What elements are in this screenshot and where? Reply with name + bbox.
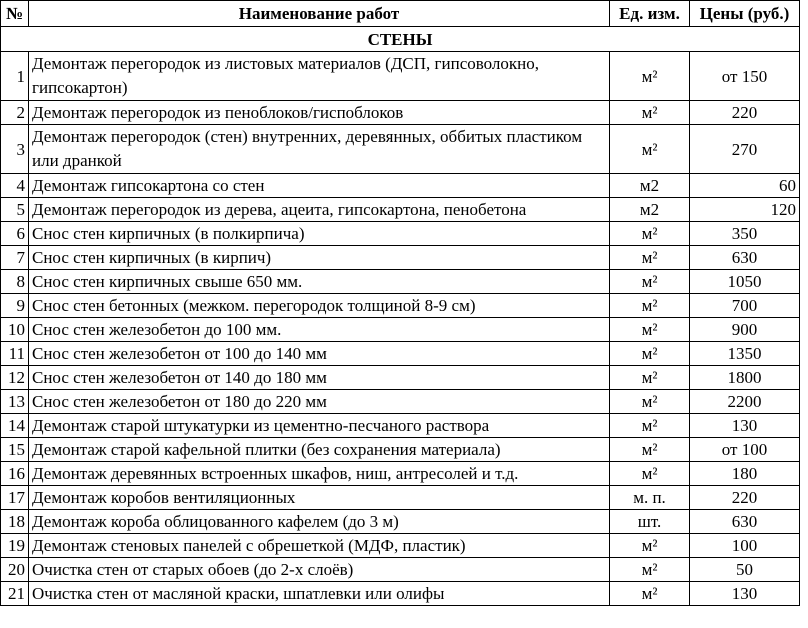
table-row — [1, 101, 800, 125]
work-name: Снос стен кирпичных свыше 650 мм. — [29, 270, 610, 294]
work-name: Демонтаж перегородок из листовых материалов (ДСП, гипсоволокно, гипсокартон) — [29, 52, 610, 101]
work-name: Демонтаж коробов вентиляционных — [29, 486, 610, 510]
row-number: 5 — [1, 198, 29, 222]
price-value: 60 — [690, 174, 800, 198]
price-value: от 100 — [690, 438, 800, 462]
work-name: Очистка стен от старых обоев (до 2-х слоёв) — [29, 558, 610, 582]
table-row — [1, 390, 800, 414]
price-value: 630 — [690, 510, 800, 534]
price-value: 130 — [690, 582, 800, 606]
unit-of-measure: м² — [610, 438, 690, 462]
price-value: от 150 — [690, 52, 800, 101]
row-number: 10 — [1, 318, 29, 342]
work-name: Демонтаж деревянных встроенных шкафов, ниш, антресолей и т.д. — [29, 462, 610, 486]
unit-of-measure: м² — [610, 534, 690, 558]
table-row — [1, 582, 800, 606]
unit-of-measure: м² — [610, 125, 690, 174]
row-number: 18 — [1, 510, 29, 534]
table-row — [1, 438, 800, 462]
unit-of-measure: м2 — [610, 174, 690, 198]
unit-of-measure: м² — [610, 414, 690, 438]
table-row — [1, 174, 800, 198]
price-value: 630 — [690, 246, 800, 270]
row-number: 17 — [1, 486, 29, 510]
table-row — [1, 270, 800, 294]
work-name: Снос стен железобетон от 100 до 140 мм — [29, 342, 610, 366]
unit-of-measure: м² — [610, 246, 690, 270]
unit-of-measure: м² — [610, 318, 690, 342]
price-value: 1050 — [690, 270, 800, 294]
table-row — [1, 534, 800, 558]
header-unit: Ед. изм. — [610, 1, 690, 27]
row-number: 12 — [1, 366, 29, 390]
unit-of-measure: м² — [610, 558, 690, 582]
price-value: 2200 — [690, 390, 800, 414]
work-name: Снос стен бетонных (межком. перегородок толщиной 8-9 см) — [29, 294, 610, 318]
row-number: 2 — [1, 101, 29, 125]
row-number: 9 — [1, 294, 29, 318]
work-name: Снос стен кирпичных (в кирпич) — [29, 246, 610, 270]
unit-of-measure: м2 — [610, 198, 690, 222]
unit-of-measure: м² — [610, 52, 690, 101]
row-number: 7 — [1, 246, 29, 270]
header-row — [1, 1, 800, 27]
table-row — [1, 52, 800, 101]
price-value: 120 — [690, 198, 800, 222]
price-value: 270 — [690, 125, 800, 174]
work-name: Демонтаж стеновых панелей с обрешеткой (МДФ, пластик) — [29, 534, 610, 558]
row-number: 20 — [1, 558, 29, 582]
price-value: 220 — [690, 486, 800, 510]
table-row — [1, 414, 800, 438]
table-row — [1, 366, 800, 390]
table-row — [1, 510, 800, 534]
row-number: 6 — [1, 222, 29, 246]
table-row — [1, 318, 800, 342]
price-value: 100 — [690, 534, 800, 558]
row-number: 21 — [1, 582, 29, 606]
price-value: 130 — [690, 414, 800, 438]
price-value: 700 — [690, 294, 800, 318]
price-value: 900 — [690, 318, 800, 342]
work-name: Демонтаж короба облицованного кафелем (до 3 м) — [29, 510, 610, 534]
work-name: Демонтаж перегородок (стен) внутренних, деревянных, оббитых пластиком или дранкой — [29, 125, 610, 174]
unit-of-measure: м² — [610, 270, 690, 294]
table-row — [1, 246, 800, 270]
unit-of-measure: м² — [610, 582, 690, 606]
work-name: Демонтаж старой штукатурки из цементно-песчаного раствора — [29, 414, 610, 438]
row-number: 11 — [1, 342, 29, 366]
table-row — [1, 342, 800, 366]
work-name: Снос стен железобетон до 100 мм. — [29, 318, 610, 342]
unit-of-measure: шт. — [610, 510, 690, 534]
work-name: Демонтаж старой кафельной плитки (без сохранения материала) — [29, 438, 610, 462]
header-name: Наименование работ — [29, 1, 610, 27]
price-value: 220 — [690, 101, 800, 125]
row-number: 19 — [1, 534, 29, 558]
unit-of-measure: м² — [610, 462, 690, 486]
unit-of-measure: м² — [610, 101, 690, 125]
table-row — [1, 558, 800, 582]
unit-of-measure: м² — [610, 366, 690, 390]
row-number: 14 — [1, 414, 29, 438]
work-name: Очистка стен от масляной краски, шпатлевки или олифы — [29, 582, 610, 606]
price-value: 350 — [690, 222, 800, 246]
row-number: 4 — [1, 174, 29, 198]
header-num: № — [1, 1, 29, 27]
unit-of-measure: м² — [610, 342, 690, 366]
table-row — [1, 222, 800, 246]
row-number: 1 — [1, 52, 29, 101]
unit-of-measure: м. п. — [610, 486, 690, 510]
work-name: Снос стен железобетон от 180 до 220 мм — [29, 390, 610, 414]
work-name: Демонтаж гипсокартона со стен — [29, 174, 610, 198]
unit-of-measure: м² — [610, 222, 690, 246]
table-body — [1, 27, 800, 606]
work-name: Демонтаж перегородок из пеноблоков/гиспоблоков — [29, 101, 610, 125]
price-value: 50 — [690, 558, 800, 582]
row-number: 13 — [1, 390, 29, 414]
table-row — [1, 486, 800, 510]
price-value: 180 — [690, 462, 800, 486]
table-header — [1, 1, 800, 27]
work-name: Снос стен кирпичных (в полкирпича) — [29, 222, 610, 246]
work-name: Демонтаж перегородок из дерева, ацеита, гипсокартона, пенобетона — [29, 198, 610, 222]
row-number: 15 — [1, 438, 29, 462]
header-price: Цены (руб.) — [690, 1, 800, 27]
row-number: 8 — [1, 270, 29, 294]
row-number: 3 — [1, 125, 29, 174]
section-row — [1, 27, 800, 52]
section-title: СТЕНЫ — [1, 27, 800, 52]
unit-of-measure: м² — [610, 294, 690, 318]
table-row — [1, 198, 800, 222]
unit-of-measure: м² — [610, 390, 690, 414]
price-value: 1350 — [690, 342, 800, 366]
table-row — [1, 462, 800, 486]
table-row — [1, 125, 800, 174]
work-name: Снос стен железобетон от 140 до 180 мм — [29, 366, 610, 390]
row-number: 16 — [1, 462, 29, 486]
price-value: 1800 — [690, 366, 800, 390]
table-row — [1, 294, 800, 318]
